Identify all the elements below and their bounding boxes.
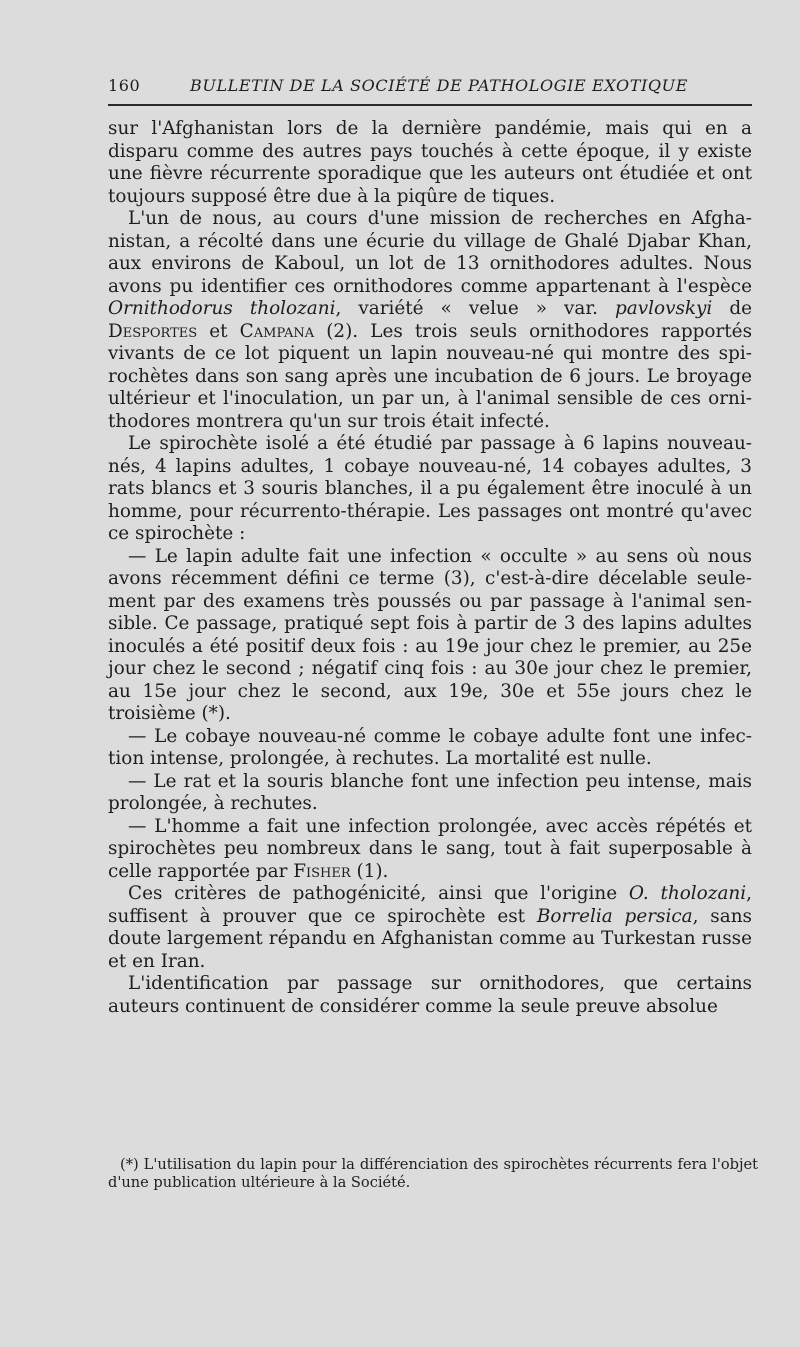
author-campana: Campana — [239, 320, 315, 342]
species-name: Ornithodorus tholozani — [108, 298, 336, 319]
paragraph-2 — [108, 208, 752, 433]
paragraph-7 — [108, 816, 752, 884]
body-text — [108, 118, 752, 1018]
footnote-text: (*) L'utilisation du lapin pour la différenciation des spirochètes récurrents fera l'objet d'une publication ultérieure à la Société. — [108, 1156, 758, 1191]
paragraph-1: sur l'Afghanistan lors de la dernière pandémie, mais qui en a disparu comme des autres pays touchés à cette époque, il y existe une fièvre récurrente sporadique que les auteurs ont étudiée et ont toujours supposé être due à la piqûre de tiques. — [108, 118, 752, 207]
running-title: BULLETIN DE LA SOCIÉTÉ DE PATHOLOGIE EXOTIQUE — [190, 76, 688, 95]
p2-text-b: , variété « velue » var. — [335, 298, 615, 319]
paragraph-6: — Le rat et la souris blanche font une infection peu intense, mais prolongée, à rechutes. — [108, 770, 752, 814]
p7-text-b: (1). — [350, 860, 389, 882]
paragraph-3: Le spirochète isolé a été étudié par passage à 6 lapins nouveau-nés, 4 lapins adultes, 1 cobaye nouveau-né, 14 cobayes adultes, 3 rats blancs et 3 souris blanches, il a pu également être inoculé à un homme, pour récurrento-thérapie. Les passages ont montré qu'avec ce spirochète : — [108, 433, 752, 544]
page-number: 160 — [108, 76, 141, 95]
author-desportes: Desportes — [108, 320, 198, 342]
paragraph-8 — [108, 883, 752, 973]
author-fisher: Fisher — [293, 860, 351, 882]
paragraph-9: L'identification par passage sur ornithodores, que certains auteurs continuent de considérer comme la seule preuve absolue — [108, 973, 752, 1017]
variety-name: pavlovskyi — [614, 298, 713, 319]
header-rule — [108, 104, 752, 106]
footnote — [108, 1156, 758, 1192]
p2-text-d: et — [197, 320, 240, 342]
species-abbrev: O. tholozani — [628, 883, 747, 904]
borrelia-name: Borrelia persica — [536, 905, 693, 927]
p7-text-a: — L'homme a fait une infection prolongée, avec accès répétés et spirochètes peu nombreux dans le sang, tout à fait superposable à celle rapportée par — [108, 815, 752, 882]
paragraph-5: — Le cobaye nouveau-né comme le cobaye adulte font une infection intense, prolongée, à rechutes. La mortalité est nulle. — [108, 725, 752, 769]
p8-text-c: , sans doute largement répandu en Afghanistan comme au Turkestan russe et en Iran. — [108, 905, 752, 972]
p2-text-e: (2). Les trois seuls ornithodores rapportés vivants de ce lot piquent un lapin nouveau-né qui montre des spirochètes dans son sang après une incubation de 6 jours. Le broyage ultérieur et l'inoculation, un par un, à l'animal sensible de ces ornithodores montrera qu'un sur trois était infecté. — [108, 320, 753, 432]
p8-text-a: Ces critères de pathogénicité, ainsi que l'origine — [128, 883, 629, 904]
p2-text-a: L'un de nous, au cours d'une mission de recherches en Afghanistan, a récolté dans une écurie du village de Ghalé Djabar Khan, aux environs de Kaboul, un lot de 13 ornithodores adultes. Nous avons pu identifier ces ornithodores comme appartenant à l'espèce — [108, 208, 752, 297]
paragraph-4: — Le lapin adulte fait une infection « occulte » au sens où nous avons récemment défini ce terme (3), c'est-à-dire décelable seulement par des examens très poussés ou par passage à l'animal sensible. Ce passage, pratiqué sept fois à partir de 3 des lapins adultes inoculés a été positif deux fois : au 19e jour chez le premier, au 25e jour chez le second ; négatif cinq fois : au 30e jour chez le premier, au 15e jour chez le second, aux 19e, 30e et 55e jours chez le troisième (*). — [108, 545, 752, 724]
p2-text-c: de — [712, 298, 752, 319]
p8-text-b: , suffisent à prouver que ce spirochète est — [108, 883, 752, 927]
